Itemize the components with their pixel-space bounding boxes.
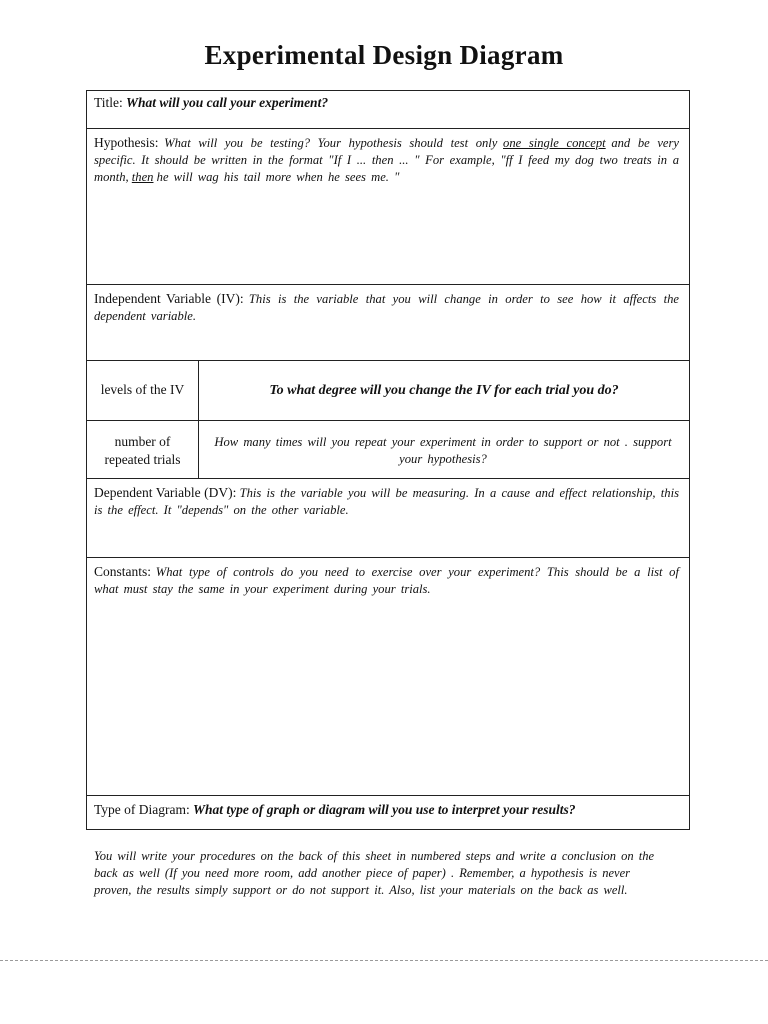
footer-instructions: You will write your procedures on the back of this sheet in numbered steps and write a conclusion on the back as well (If you need more room, add another piece of paper) . Remember, a hypothesis is never proven, the results simply support or do not support it. Also, list your materials on the back as well. xyxy=(94,849,655,897)
independent-variable-row[interactable] xyxy=(87,285,689,361)
levels-of-iv-input-cell[interactable] xyxy=(199,361,689,420)
title-row[interactable] xyxy=(87,91,689,129)
repeated-trials-label-cell xyxy=(87,421,199,478)
dependent-variable-row[interactable] xyxy=(87,479,689,558)
repeated-trials-row xyxy=(87,421,689,479)
page-title: Experimental Design Diagram xyxy=(204,40,564,70)
constants-row[interactable] xyxy=(87,558,689,796)
repeated-trials-label-line2: repeated trials xyxy=(104,452,181,467)
iv-prompt: This is the variable that you will change in order to see how it affects the dependent variable. xyxy=(94,292,679,323)
repeated-trials-prompt: How many times will you repeat your experiment in order to support or not . support your hypothesis? xyxy=(214,435,672,466)
dv-label: Dependent Variable (DV): xyxy=(94,485,237,500)
hypothesis-underlined-then: then xyxy=(131,170,154,184)
hypothesis-row[interactable] xyxy=(87,129,689,285)
levels-of-iv-row xyxy=(87,361,689,421)
repeated-trials-label-line1: number of xyxy=(114,434,171,449)
hypothesis-prompt-part2: and be very specific. It should be written in the format "If I ... then ... " For example, "ff I feed my dog two treats in a month, xyxy=(94,136,679,184)
levels-of-iv-prompt: To what degree will you change the IV for each trial you do? xyxy=(269,383,619,398)
scan-edge-line xyxy=(0,960,768,961)
title-prompt: What will you call your experiment? xyxy=(125,95,329,110)
title-label: Title: xyxy=(94,95,123,110)
hypothesis-prompt-part1: What will you be testing? Your hypothesis should test only xyxy=(164,136,498,150)
type-of-diagram-prompt: What type of graph or diagram will you use to interpret your results? xyxy=(192,802,576,817)
hypothesis-prompt-part3: he will wag his tail more when he sees me. " xyxy=(156,170,400,184)
repeated-trials-input-cell[interactable] xyxy=(199,421,689,478)
design-form-table xyxy=(86,90,690,830)
levels-of-iv-label-cell xyxy=(87,361,199,420)
dv-prompt: This is the variable you will be measuring. In a cause and effect relationship, this is the effect. It "depends" on the other variable. xyxy=(94,486,679,517)
hypothesis-underlined-phrase: one single concept xyxy=(503,136,606,150)
iv-label: Independent Variable (IV): xyxy=(94,291,244,306)
hypothesis-label: Hypothesis: xyxy=(94,135,159,150)
type-of-diagram-label: Type of Diagram: xyxy=(94,802,190,817)
constants-prompt: What type of controls do you need to exercise over your experiment? This should be a list of what must stay the same in your experiment during your trials. xyxy=(94,565,679,596)
constants-label: Constants: xyxy=(94,564,152,579)
levels-of-iv-label: levels of the IV xyxy=(100,382,185,397)
type-of-diagram-row[interactable] xyxy=(87,796,689,829)
